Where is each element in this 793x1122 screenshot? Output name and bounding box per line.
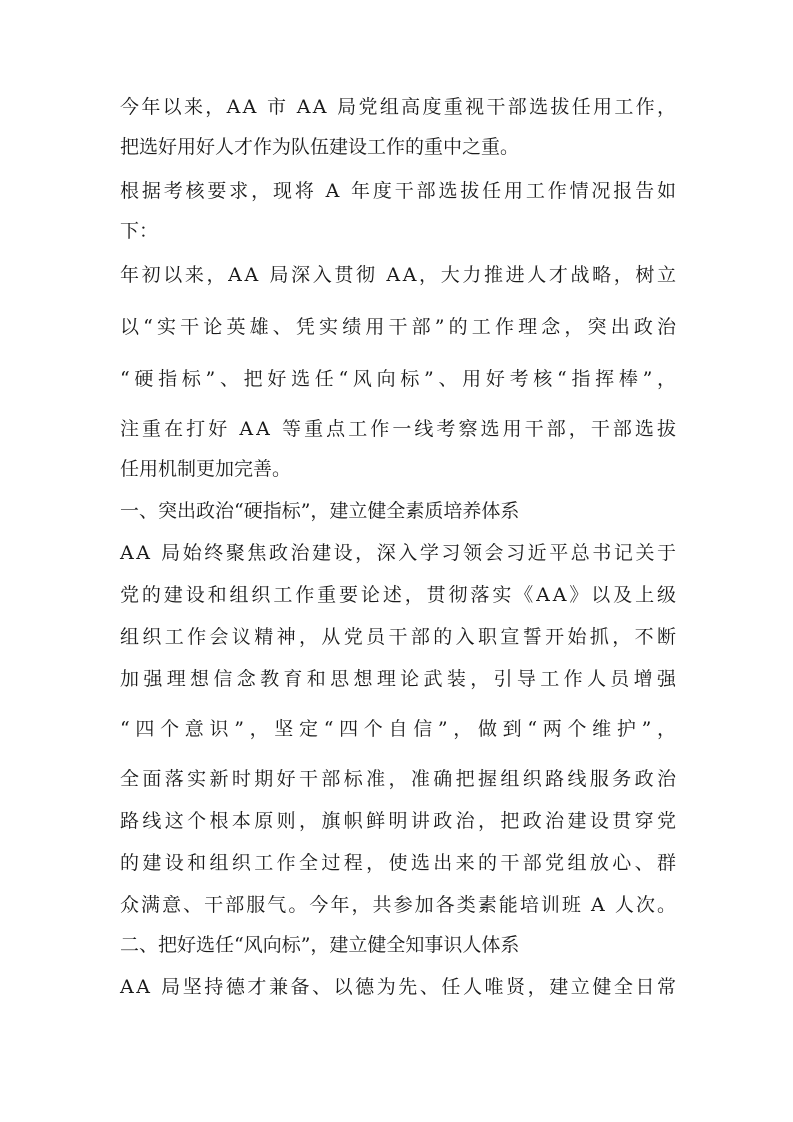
text-line: 加强理想信念教育和思想理论武装，引导工作人员增强 [120,668,681,690]
text-line: 把选好用好人才作为队伍建设工作的重中之重。 [120,136,520,158]
text-line: 年初以来，AA 局深入贯彻 AA，大力推进人才战略，树立 [120,264,679,286]
text-line: 以“实干论英雄、凭实绩用干部”的工作理念，突出政治 [120,316,681,338]
text-line: “硬指标”、把好选任“风向标”、用好考核“指挥棒”， [120,368,681,390]
text-line: 任用机制更加完善。 [120,458,292,480]
text-line: 全面落实新时期好干部标准，准确把握组织路线服务政治 [120,768,680,790]
text-line: 注重在打好 AA 等重点工作一线考察选用干部，干部选拔 [120,418,680,440]
text-line: 的建设和组织工作全过程，使选出来的干部党组放心、群 [120,852,680,874]
text-line: “四个意识”，坚定“四个自信”，做到“两个维护”， [120,718,682,740]
text-line: 今年以来，AA 市 AA 局党组高度重视干部选拔任用工作， [120,96,679,118]
text-line: 根据考核要求，现将 A 年度干部选拔任用工作情况报告如 [120,180,679,202]
section-heading: 二、把好选任“风向标”，建立健全知事识人体系 [120,934,520,956]
section-heading: 一、突出政治“硬指标”，建立健全素质培养体系 [120,500,520,522]
text-line: 众满意、干部服气。今年，共参加各类素能培训班 A 人次。 [120,894,679,916]
text-line: 组织工作会议精神，从党员干部的入职宣誓开始抓，不断 [120,626,680,648]
text-line: 路线这个根本原则，旗帜鲜明讲政治，把政治建设贯穿党 [120,810,680,832]
text-line: AA 局坚持德才兼备、以德为先、任人唯贤，建立健全日常 [120,976,679,998]
text-line: AA 局始终聚焦政治建设，深入学习领会习近平总书记关于 [120,542,679,564]
text-line: 党的建设和组织工作重要论述，贯彻落实《AA》以及上级 [120,584,679,606]
text-line: 下： [120,220,159,242]
